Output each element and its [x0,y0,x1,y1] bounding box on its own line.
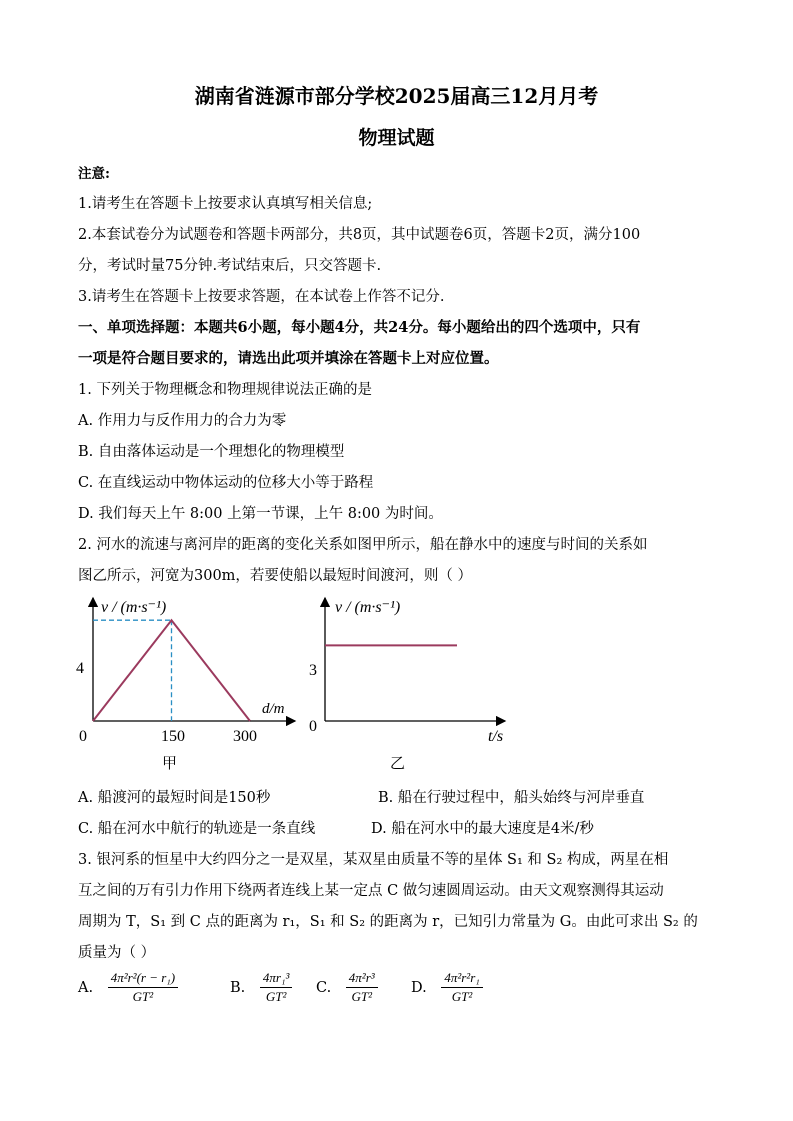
q1-option-d: D. 我们每天上午 8:00 上第一节课，上午 8:00 为时间。 [78,506,443,522]
graph-yi [305,590,520,775]
q3-option-d-numerator: 4π²r²r₁ [441,970,482,988]
q2-stem-line2: 图乙所示，河宽为300m，若要使船以最短时间渡河，则（ ） [78,568,473,584]
q3-option-d-formula [441,970,482,1005]
graph-jia-xtick-0: 0 [79,728,87,745]
notice-item: 分，考试时量75分钟.考试结束后，只交答题卡. [78,258,382,274]
graph-yi-xlabel: t/s [488,728,504,745]
q3-option-a [78,970,178,1005]
q1-option-a: A. 作用力与反作用力的合力为零 [78,413,287,429]
notice-heading: 注意: [78,166,110,182]
graph-yi-caption: 乙 [390,756,406,772]
q3-option-b-label: B. [230,979,246,996]
notice-item: 1.请考生在答题卡上按要求认真填写相关信息; [78,196,373,212]
graph-jia-ylabel: v / (m·s⁻¹) [101,599,167,616]
q3-option-b-denominator: GT² [265,989,287,1004]
q1-stem: 1. 下列关于物理概念和物理规律说法正确的是 [78,382,372,398]
q3-stem-line4: 质量为（ ） [78,945,156,961]
q2-option-a: A. 船渡河的最短时间是150秒 [78,790,271,806]
q3-option-a-label: A. [78,979,94,996]
graph-jia-xlabel: d/m [262,701,285,717]
q3-option-c [316,970,378,1005]
graph-jia-xtick-300: 300 [233,728,257,745]
q3-option-c-formula [346,970,378,1005]
section-heading: 一、单项选择题：本题共6小题，每小题4分，共24分。每小题给出的四个选项中，只有 [78,319,641,336]
q3-option-a-numerator: 4π²r²(r − r₁) [108,970,178,988]
q1-option-b: B. 自由落体运动是一个理想化的物理模型 [78,444,345,460]
graph-jia-ytick-4: 4 [76,660,84,677]
q3-option-d [411,970,483,1005]
q3-stem-line2: 互之间的万有引力作用下绕两者连线上某一定点 C 做匀速圆周运动。由天文观察测得其运动 [78,883,664,899]
q3-stem-line1: 3. 银河系的恒星中大约四分之一是双星，某双星由质量不等的星体 S₁ 和 S₂ 构成，两星在相 [78,852,669,868]
q3-option-b-formula [260,970,293,1005]
exam-subject: 物理试题 [358,127,435,149]
graph-jia-xtick-150: 150 [161,728,185,745]
q3-option-d-label: D. [411,979,427,996]
graph-jia-caption: 甲 [162,756,178,772]
q3-option-a-formula [108,970,178,1005]
q2-stem-line1: 2. 河水的流速与离河岸的距离的变化关系如图甲所示，船在静水中的速度与时间的关系如 [78,537,648,553]
q1-option-c: C. 在直线运动中物体运动的位移大小等于路程 [78,475,374,491]
q2-option-c: C. 船在河水中航行的轨迹是一条直线 [78,821,316,837]
q3-option-d-denominator: GT² [451,989,473,1004]
q3-option-b [230,970,292,1005]
q3-option-c-denominator: GT² [351,989,372,1004]
q3-option-a-denominator: GT² [132,989,154,1004]
q2-option-b: B. 船在行驶过程中，船头始终与河岸垂直 [378,790,645,806]
graph-yi-ylabel: v / (m·s⁻¹) [335,599,401,616]
q3-option-c-numerator: 4π²r³ [346,970,378,988]
section-heading-cont: 一项是符合题目要求的，请选出此项并填涂在答题卡上对应位置。 [78,350,499,367]
q3-stem-line3: 周期为 T，S₁ 到 C 点的距离为 r₁，S₁ 和 S₂ 的距离为 r，已知引力常量为 G。由此可求出 S₂ 的 [78,914,698,930]
graph-yi-ytick-0: 0 [309,718,317,735]
notice-item: 2.本套试卷分为试题卷和答题卡两部分，共8页，其中试题卷6页，答题卡2页，满分100 [78,227,641,243]
q3-option-c-label: C. [316,979,332,996]
q3-option-b-numerator: 4πr₁³ [260,970,293,988]
exam-title: 湖南省涟源市部分学校2025届高三12月月考 [194,84,599,108]
q2-option-d: D. 船在河水中的最大速度是4米/秒 [371,821,594,837]
notice-item: 3.请考生在答题卡上按要求答题，在本试卷上作答不记分. [78,289,445,305]
graph-yi-ytick-3: 3 [309,662,317,679]
graph-jia [70,590,310,775]
